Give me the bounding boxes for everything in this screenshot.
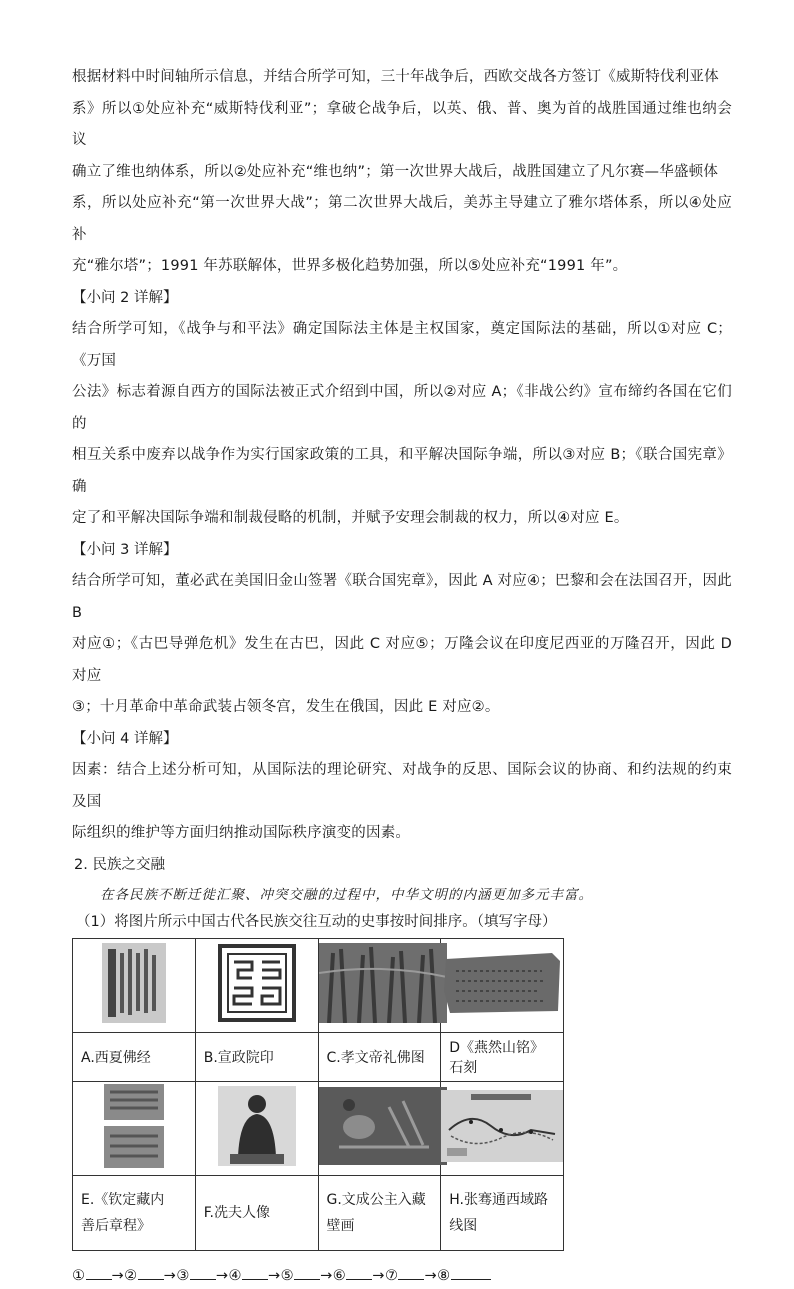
relief-image: [319, 943, 447, 1023]
arrow: →: [320, 1267, 333, 1284]
answer-blank[interactable]: [242, 1265, 268, 1280]
heading-subquestion-4: 【小问 4 详解】: [72, 730, 178, 747]
answer-blank[interactable]: [190, 1265, 216, 1280]
caption-g: G.文成公主入藏壁画: [318, 1175, 441, 1250]
mural-image: [319, 1087, 447, 1165]
caption-d: D《燕然山铭》石刻: [441, 1032, 564, 1081]
arrow: →: [111, 1267, 125, 1284]
text-line: ③；十月革命中革命武装占领冬宫，发生在俄国，因此 E 对应②。: [72, 699, 500, 715]
text-line: 系》所以①处应补充“威斯特伐利亚”；拿破仑战争后，以英、俄、普、奥为首的战胜国通过维也纳会议: [72, 100, 732, 148]
answer-label: ⑥: [332, 1267, 347, 1284]
seal-image: [218, 944, 296, 1022]
text-line: 际组织的维护等方面归纳推动国际秩序演变的因素。: [72, 825, 411, 841]
paragraph-4: [72, 755, 732, 850]
image-cell: [441, 938, 564, 1032]
image-cell: [73, 938, 196, 1032]
answer-label: ②: [124, 1267, 138, 1284]
arrow: →: [372, 1267, 385, 1284]
heading-subquestion-3: 【小问 3 详解】: [72, 541, 178, 558]
caption-e-line2: 善后章程》: [81, 1217, 151, 1234]
text-line: 对应①；《古巴导弹危机》发生在古巴，因此 C 对应⑤；万隆会议在印度尼西亚的万隆召开，因此 D 对应: [72, 636, 732, 684]
image-cell: [318, 938, 441, 1032]
caption-e: [73, 1175, 196, 1250]
image-cell: [318, 1081, 441, 1175]
text-line: 结合所学可知，董必武在美国旧金山签署《联合国宪章》，因此 A 对应④；巴黎和会在法国召开，因此 B: [72, 573, 732, 621]
arrow: →: [424, 1267, 438, 1284]
image-cell: [195, 1081, 318, 1175]
arrow: →: [267, 1267, 281, 1284]
caption-f: F.冼夫人像: [195, 1175, 318, 1250]
answer-sequence: [72, 1263, 732, 1289]
answer-label: ⑧: [437, 1267, 451, 1284]
section-quote: 在各民族不断迁徙汇聚、冲突交融的过程中，中华文明的内涵更加多元丰富。: [100, 886, 593, 903]
text-line: 相互关系中废弃以战争作为实行国家政策的工具，和平解决国际争端，所以③对应 B；《联合国宪章》确: [72, 447, 732, 495]
image-cell: [73, 1081, 196, 1175]
heading-subquestion-2: 【小问 2 详解】: [72, 289, 178, 306]
text-line: 充“雅尔塔”；1991 年苏联解体，世界多极化趋势加强，所以⑤处应补充“1991 年”。: [72, 258, 628, 274]
answer-blank[interactable]: [138, 1265, 164, 1280]
paragraph-3: [72, 566, 732, 724]
paragraph-1: [72, 62, 732, 283]
paragraph-2: [72, 314, 732, 535]
question-1-prompt: （1）将图片所示中国古代各民族交往互动的史事按时间排序。（填写字母）: [76, 913, 557, 930]
caption-c: C.孝文帝礼佛图: [318, 1032, 441, 1081]
text-line: 系，所以处应补充“第一次世界大战”；第二次世界大战后，美苏主导建立了雅尔塔体系，所以④处应补: [72, 195, 732, 243]
arrow: →: [163, 1267, 177, 1284]
answer-label: ③: [176, 1267, 190, 1284]
document-page: [72, 62, 732, 1289]
statue-image: [218, 1086, 296, 1166]
image-table: [72, 938, 564, 1251]
section-title: 2. 民族之交融: [74, 856, 165, 873]
caption-h: H.张骞通西域路线图: [441, 1175, 564, 1250]
answer-label: ⑤: [280, 1267, 295, 1284]
arrow: →: [215, 1267, 229, 1284]
tibet-regulations-image: [104, 1084, 164, 1168]
text-line: 确立了维也纳体系，所以②处应补充“维也纳”；第一次世界大战后，战胜国建立了凡尔赛—华盛顿体: [72, 163, 719, 180]
image-cell: [195, 938, 318, 1032]
text-line: 根据材料中时间轴所示信息，并结合所学可知，三十年战争后，西欧交战各方签订《威斯特伐利亚体: [72, 69, 719, 85]
answer-label: ④: [228, 1267, 242, 1284]
xixia-sutra-image: [102, 943, 166, 1023]
answer-blank[interactable]: [346, 1265, 372, 1280]
caption-a: A.西夏佛经: [73, 1032, 196, 1081]
answer-blank[interactable]: [86, 1265, 112, 1280]
text-line: 公法》标志着源自西方的国际法被正式介绍到中国，所以②对应 A；《非战公约》宣布缔约各国在它们的: [72, 384, 732, 432]
caption-b: B.宣政院印: [195, 1032, 318, 1081]
answer-blank[interactable]: [294, 1265, 320, 1280]
image-cell: [441, 1081, 564, 1175]
caption-e-line1: E.《钦定藏内: [81, 1191, 165, 1208]
stone-inscription-image: [442, 951, 562, 1015]
answer-label: ①: [72, 1267, 86, 1284]
text-line: 结合所学可知，《战争与和平法》确定国际法主体是主权国家，奠定国际法的基础，所以①对应 C；《万国: [72, 321, 732, 369]
answer-blank[interactable]: [451, 1265, 491, 1280]
route-map-image: [441, 1090, 563, 1162]
text-line: 定了和平解决国际争端和制裁侵略的机制，并赋予安理会制裁的权力，所以④对应 E。: [72, 510, 629, 526]
text-line: 因素：结合上述分析可知，从国际法的理论研究、对战争的反思、国际会议的协商、和约法规的约束及国: [72, 762, 732, 810]
answer-label: ⑦: [384, 1267, 399, 1284]
answer-blank[interactable]: [398, 1265, 424, 1280]
